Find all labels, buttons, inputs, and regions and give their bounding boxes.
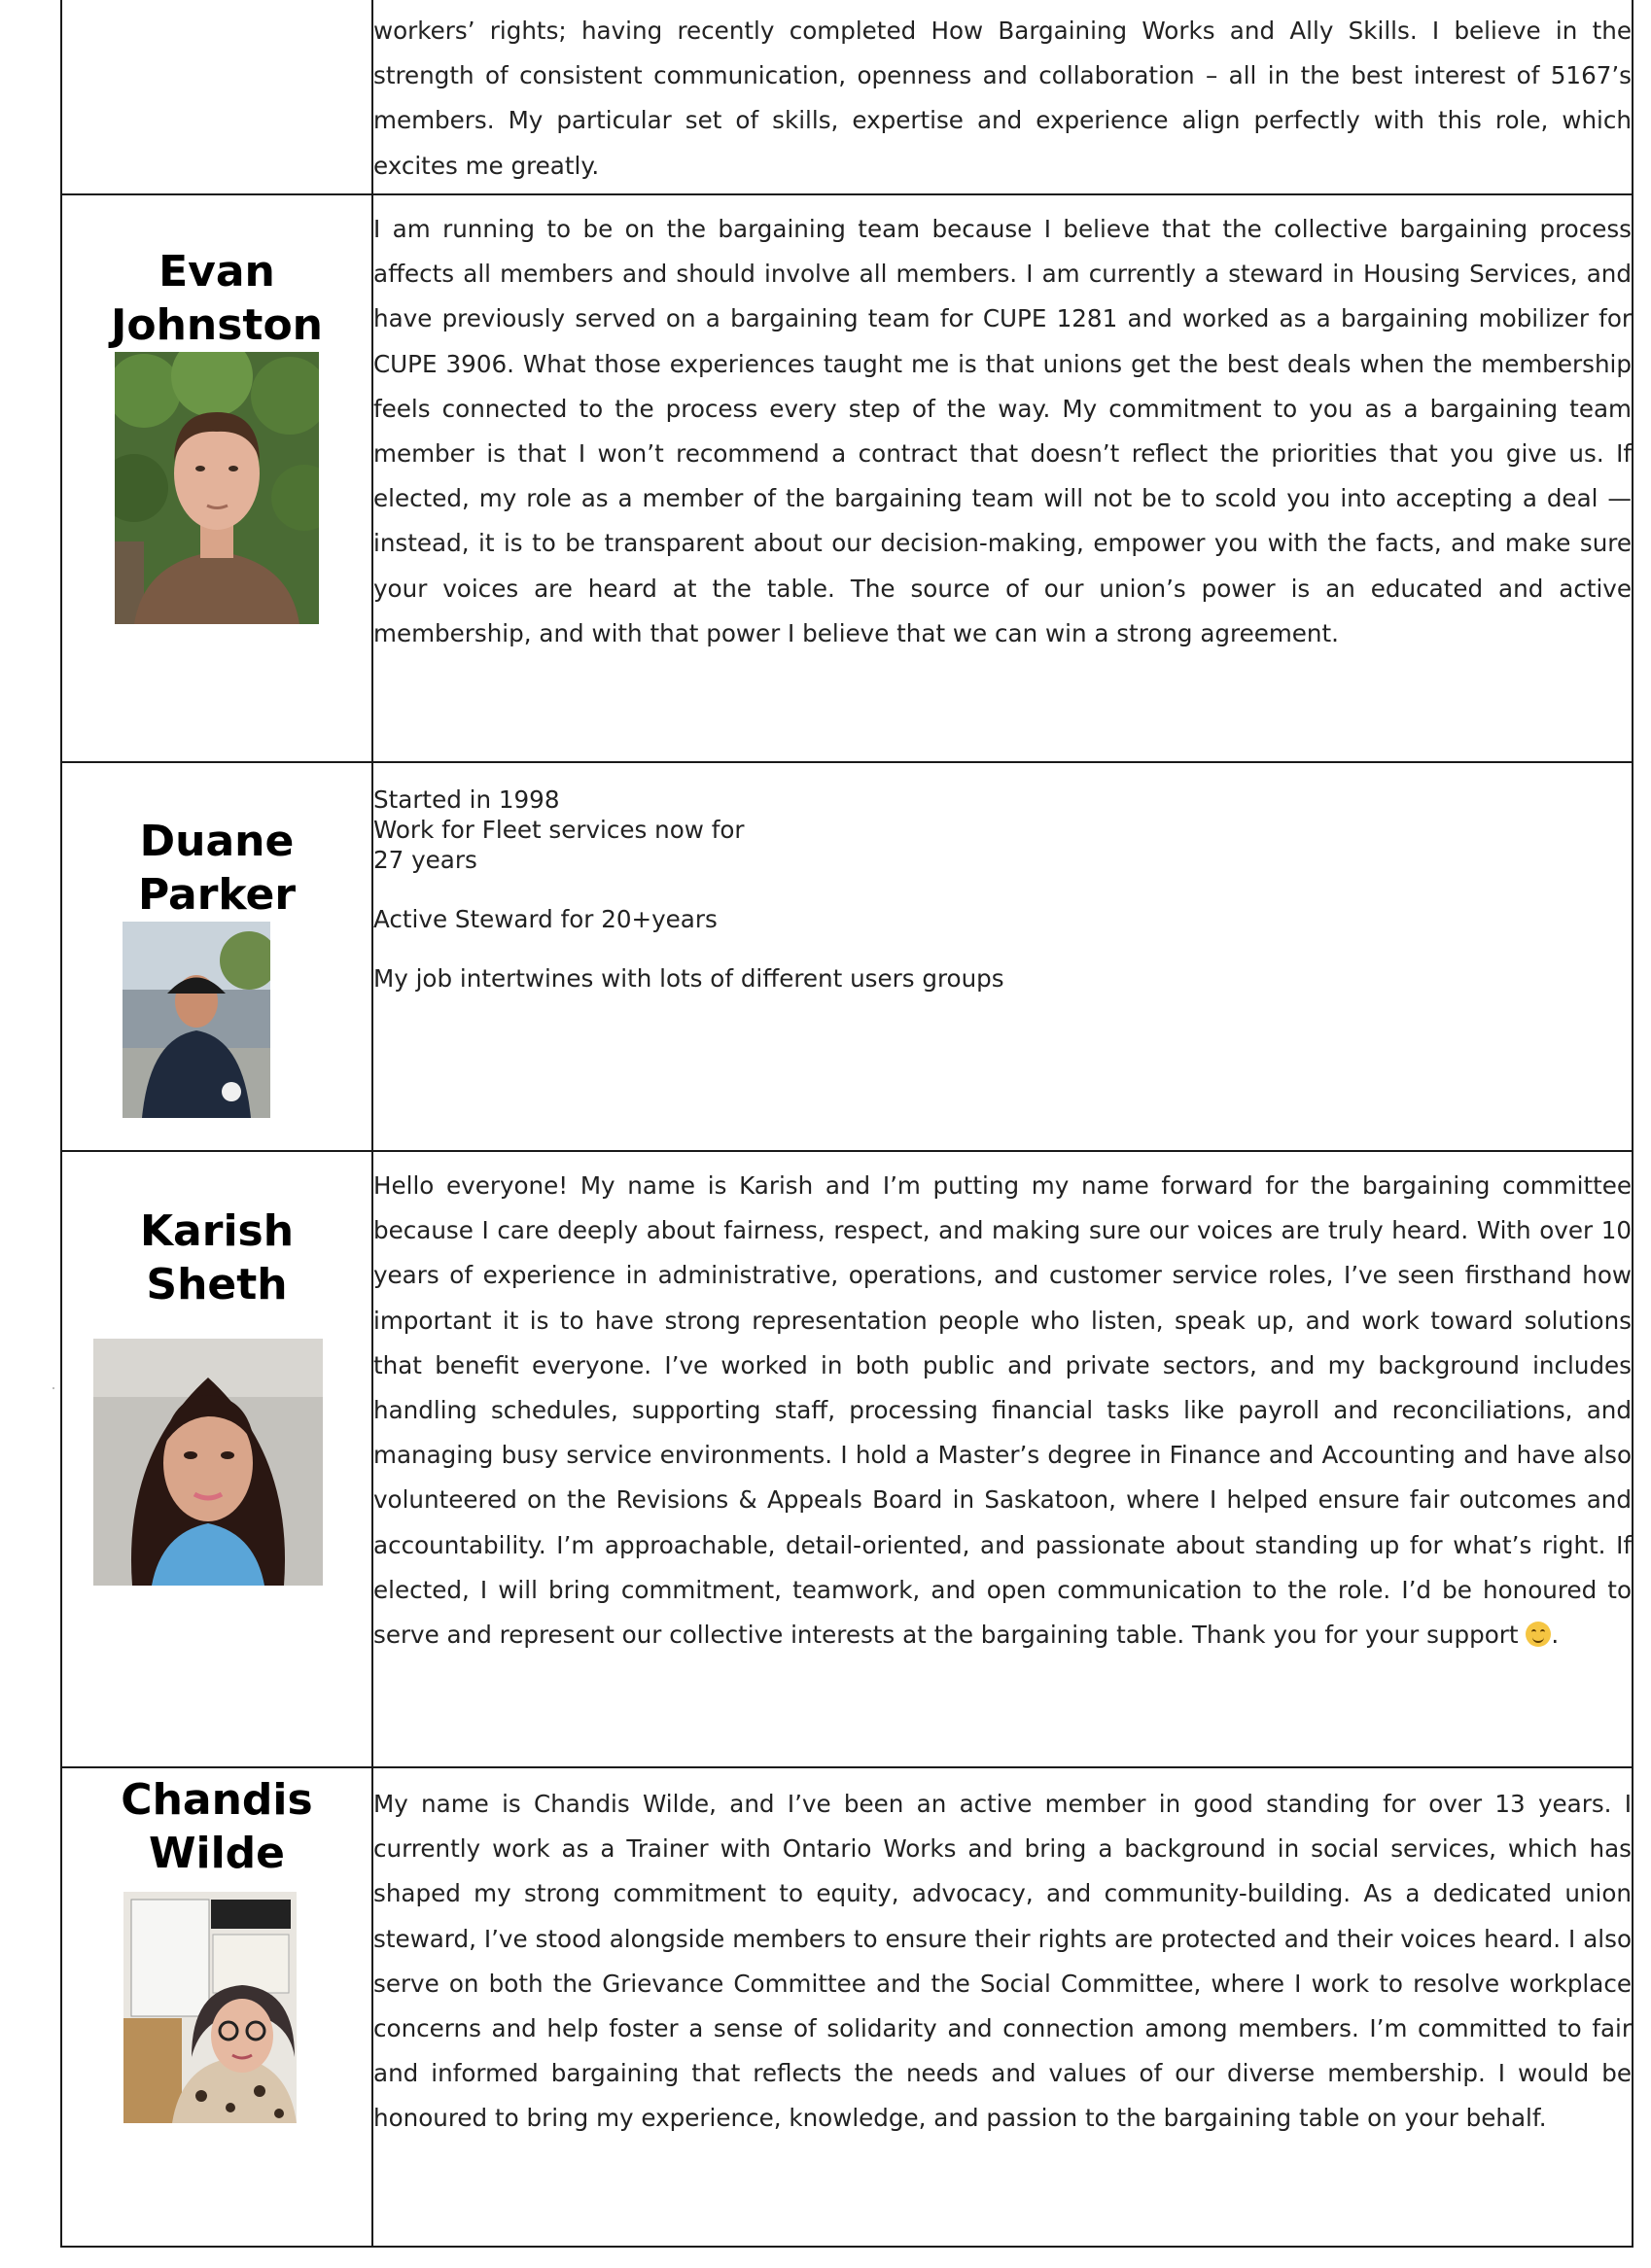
candidate-bio xyxy=(373,1164,1632,1657)
candidate-last-name: Sheth xyxy=(146,1260,288,1309)
bio-line: Started in 1998 xyxy=(373,785,560,814)
table-row xyxy=(61,1767,1633,2247)
candidate-table xyxy=(60,0,1633,2248)
candidate-first-name: Karish xyxy=(139,1206,295,1256)
candidate-bio: I am running to be on the bargaining team because I believe that the collective bargaining process affects all members and should involve all members. I am currently a steward in Housing Services, and have previously served on a bargaining team for CUPE 1281 and worked as a bargaining mobilizer for CUPE 3906. What those experiences taught me is that unions get the best deals when the membership feels connected to the process every step of the way. My commitment to you as a bargaining team member is that I won’t recommend a contract that doesn’t reflect the priorities that you give us. If elected, my role as a member of the bargaining team will not be to scold you into accepting a deal — instead, it is to be transparent about our decision-making, empower you with the facts, and make sure your voices are heard at the table. The source of our union’s power is an educated and active membership, and with that power I believe that we can win a strong agreement. xyxy=(373,215,1632,647)
name-cell xyxy=(61,194,372,762)
bio-line: 27 years xyxy=(373,846,477,874)
bio-cell xyxy=(372,1151,1633,1767)
table-row xyxy=(61,762,1633,1151)
candidate-first-name: Evan xyxy=(158,247,275,297)
bio-cell xyxy=(372,0,1633,194)
candidate-bio-text: Hello everyone! My name is Karish and I’m putting my name forward for the bargaining committee because I care deeply about fairness, respect, and making sure our voices are truly heard. With over 10 years of experience in administrative, operations, and customer service roles, I’ve seen firsthand how important it is to have strong representation people who listen, speak up, and work toward solutions that benefit everyone. I’ve worked in both public and private sectors, and my background includes handling schedules, supporting staff, processing financial tasks like payroll and reconciliations, and managing busy service environments. I hold a Master’s degree in Finance and Accounting and have also volunteered on the Revisions & Appeals Board in Saskatoon, where I helped ensure fair outcomes and accountability. I’m approachable, detail-oriented, and passionate about standing up for what’s right. If elected, I will bring commitment, teamwork, and open communication to the role. I’d be honoured to serve and represent our collective interests at the bargaining table. Thank you for your support xyxy=(373,1171,1632,1650)
bio-line: Active Steward for 20+years xyxy=(373,905,718,933)
table-row xyxy=(61,194,1633,762)
candidate-photo xyxy=(93,1339,323,1586)
bio-line: Work for Fleet services now for xyxy=(373,816,745,844)
scan-speck xyxy=(53,1387,54,1389)
name-cell xyxy=(61,1151,372,1767)
candidate-last-name: Johnston xyxy=(110,300,324,350)
candidate-photo xyxy=(123,922,270,1118)
table-row xyxy=(61,1151,1633,1767)
candidate-last-name: Wilde xyxy=(148,1829,286,1878)
candidate-bio: workers’ rights; having recently completed How Bargaining Works and Ally Skills. I believe in the strength of consistent communication, openness and collaboration – all in the best interest of 5167’s members. My particular set of skills, expertise and experience align perfectly with this role, which excites me greatly. xyxy=(373,17,1632,180)
bio-line: My job intertwines with lots of different users groups xyxy=(373,964,1004,993)
candidate-photo xyxy=(115,352,319,624)
name-cell-empty xyxy=(61,0,372,194)
candidate-photo xyxy=(123,1892,297,2123)
bio-cell xyxy=(372,762,1633,1151)
table-row xyxy=(61,0,1633,194)
smiling-face-icon xyxy=(1526,1622,1551,1647)
bio-cell xyxy=(372,194,1633,762)
candidate-last-name: Parker xyxy=(137,870,297,920)
name-cell xyxy=(61,1767,372,2247)
bio-end: . xyxy=(1551,1621,1560,1650)
candidate-first-name: Chandis xyxy=(121,1775,313,1825)
bio-cell xyxy=(372,1767,1633,2247)
name-cell xyxy=(61,762,372,1151)
candidate-first-name: Duane xyxy=(139,817,295,866)
candidate-bio: My name is Chandis Wilde, and I’ve been an active member in good standing for over 13 years. I currently work as a Trainer with Ontario Works and bring a background in social services, which has shaped my strong commitment to equity, advocacy, and community-building. As a dedicated union steward, I’ve stood alongside members to ensure their rights are protected and their voices heard. I also serve on both the Grievance Committee and the Social Committee, where I work to resolve workplace concerns and help foster a sense of solidarity and connection among members. I’m committed to fair and informed bargaining that reflects the needs and values of our diverse membership. I would be honoured to bring my experience, knowledge, and passion to the bargaining table on your behalf. xyxy=(373,1790,1632,2133)
